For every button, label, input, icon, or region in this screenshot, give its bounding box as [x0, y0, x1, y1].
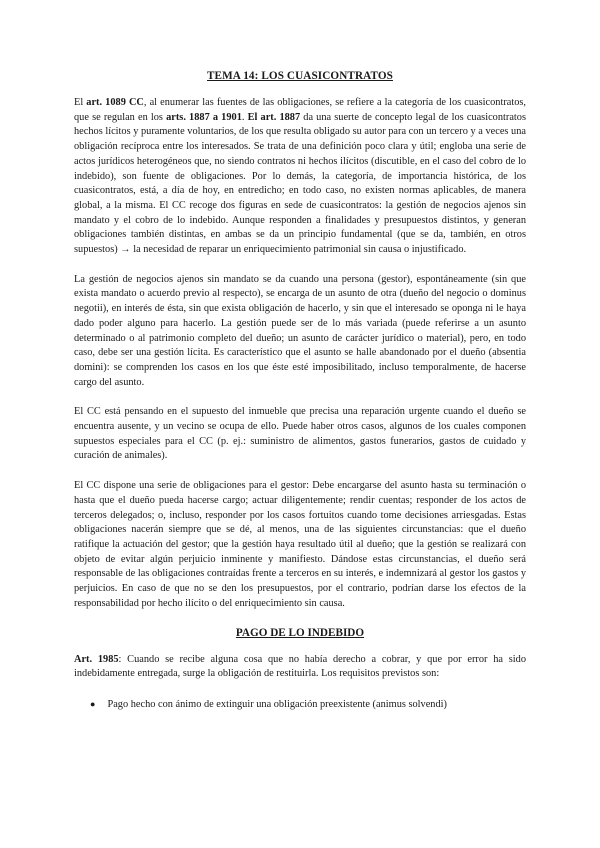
page-title: TEMA 14: LOS CUASICONTRATOS	[207, 70, 393, 82]
paragraph-intro: El art. 1089 CC, al enumerar las fuentes de las obligaciones, se refiere a la categoría de los cuasicontratos, que se regulan en los arts. 1887 a 1901. El art. 1887 da una suerte de concepto legal de los cuasicontratos hechos lícitos y puramente voluntarios, de los que resulta obligado su autor para con un tercero y a veces una obligación recíproca entre los interesados. Se trata de una definición poco clara y útil; engloba una serie de actos jurídicos heterogéneos que, no siendo contratos ni hechos ilícitos (discutible, en el caso del cobro de lo indebido), son fuente de obligaciones. Por lo demás, la categoría, de importancia histórica, de los cuasicontratos, está, a día de hoy, en entredicho; en todo caso, no existen normas aplicables, de manera global, a la misma. El CC recoge dos figuras en sede de cuasicontratos: la gestión de negocios ajenos sin mandato y el cobro de lo indebido. Aunque responden a finalidades y presupuestos distintos, y generan obligaciones también distintas, en ambas se da un principio fundamental (que se da, también, en otros supuestos) → la necesidad de reparar un enriquecimiento patrimonial sin causa o injustificado.	[74, 97, 527, 256]
section-title-pago-indebido: PAGO DE LO INDEBIDO	[235, 626, 365, 639]
requirements-list	[74, 697, 526, 713]
paragraph-gestor-obligations: El CC dispone una serie de obligaciones para el gestor: Debe encargarse del asunto hasta su terminación o hasta que el dueño pueda hacerse cargo; actuar diligentemente; rendir cuentas; responder de los actos de terceros delegados; o, incluso, responder por los casos fortuitos cuando tome decisiones arriesgadas. Estas obligaciones nacerán siempre que se dé, al menos, una de las siguientes circunstancias: que el dueño ratifique la actuación del gestor; que la gestión haya resultado útil al dueño; que la gestión se realizará con objeto de evitar algún perjuicio inminente y manifiesto. Dándose estas circunstancias, el dueño será responsable de las obligaciones contraídas frente a terceros en su interés, e indemnizará al gestor los gastos y perjuicios. En caso de que no se den los presupuestos, por el contrario, podrían darse los efectos de la responsabilidad por hecho ilícito o del enriquecimiento sin causa.	[74, 480, 526, 609]
ref-arts-1887-1901: arts. 1887 a 1901	[166, 111, 242, 123]
paragraph-gestion-example: El CC está pensando en el supuesto del inmueble que precisa una reparación urgente cuando el dueño se encuentra ausente, y un vecino se ocupa de ello. Puede haber otros casos, algunos de los cuales componen supuestos especiales para el CC (p. ej.: suministro de alimentos, gastos funerarios, gastos de cuidado y curación de animales).	[74, 406, 526, 462]
list-item	[90, 697, 526, 713]
ref-art-1887: El art. 1887	[247, 111, 301, 123]
bullet-icon: ●	[90, 698, 96, 709]
ref-art-1089: art. 1089 CC	[86, 97, 144, 108]
ref-art-1985: Art. 1985	[74, 653, 119, 665]
list-item-text: Pago hecho con ánimo de extinguir una obligación preexistente (animus solvendi)	[107, 698, 447, 710]
paragraph-art-1985: Art. 1985: Cuando se recibe alguna cosa que no había derecho a cobrar, y que por error ha sido indebidamente entregada, surge la obligación de restituirla. Los requisitos previstos son:	[74, 653, 526, 680]
paragraph-gestion-definition: La gestión de negocios ajenos sin mandato se da cuando una persona (gestor), espontáneamente (sin que exista mandato o acuerdo previo al respecto), se encarga de un asunto de otra (dueño del negocio o dominus negotii), en interés de ésta, sin que exista obligación de hacerlo, y sin que el interesado se oponga ni le haya dado poder alguno para hacerlo. La gestión puede ser de lo más variada (puede referirse a un asunto determinado o al patrimonio completo del dueño; un asunto de carácter jurídico o material), pero, en todo caso, debe ser una gestión lícita. Es característico que el asunto se halle abandonado por el dueño (absentia domini): se comprenden los casos en los que éste esté imposibilitado, incluso temporalmente, de hacerse cargo del asunto.	[74, 273, 526, 388]
